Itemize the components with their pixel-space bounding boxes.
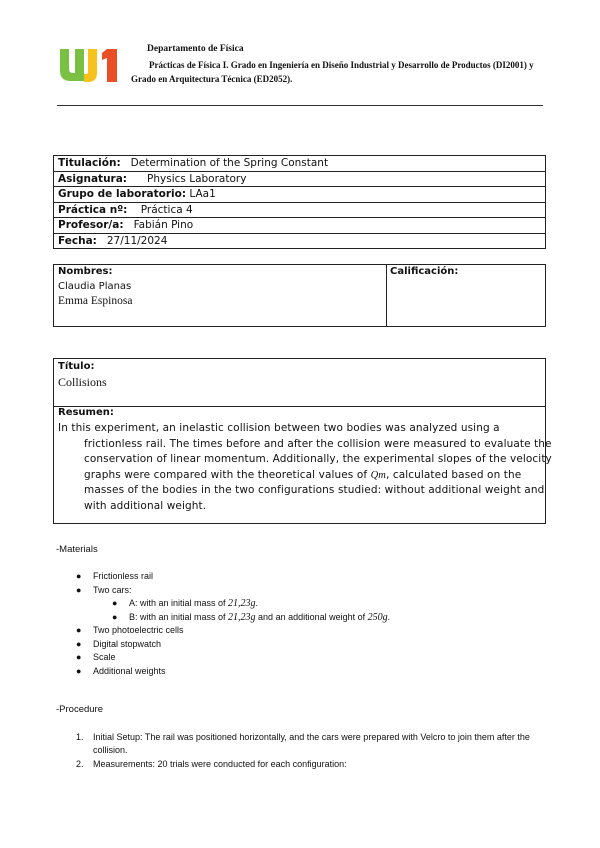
material-subitem-b: B: with an initial mass of 21,23g and an additional weight of 250g. bbox=[129, 611, 391, 623]
procedure-heading: -Procedure bbox=[56, 704, 103, 715]
list-item bbox=[76, 612, 496, 626]
summary-label: Resumen: bbox=[58, 407, 114, 418]
asignatura-value: Physics Laboratory bbox=[147, 172, 247, 185]
summary-text-part2: , calculated based on the masses of the bodies in the two configurations studied: without additional weight and with additional weight. bbox=[84, 468, 545, 512]
material-item: Frictionless rail bbox=[93, 571, 154, 581]
practica-value: Práctica 4 bbox=[140, 203, 193, 216]
material-item: Two photoelectric cells bbox=[93, 625, 184, 635]
list-item bbox=[76, 639, 496, 653]
step-text: Initial Setup: The rail was positioned horizontally, and the cars were prepared with Velcro to join them after the collision. bbox=[93, 732, 530, 755]
fecha-value: 27/11/2024 bbox=[106, 234, 168, 247]
step-number: 2. bbox=[76, 759, 84, 769]
material-item: Additional weights bbox=[93, 665, 166, 676]
table-row bbox=[54, 171, 546, 187]
bullet-icon: ● bbox=[76, 638, 82, 649]
uji-logo-graphic bbox=[58, 46, 130, 82]
table-row bbox=[54, 187, 546, 203]
title-value: Collisions bbox=[58, 375, 107, 389]
list-item bbox=[76, 731, 536, 757]
table-row bbox=[54, 218, 546, 234]
bullet-icon: ● bbox=[76, 652, 82, 662]
titulacion-label: Titulación: bbox=[58, 157, 121, 170]
material-subitem-a: A: with an initial mass of 21,23g. bbox=[129, 598, 259, 609]
step-number: 1. bbox=[76, 732, 84, 742]
names-label: Nombres: bbox=[58, 266, 113, 277]
names-column bbox=[54, 265, 387, 326]
list-item bbox=[76, 598, 496, 612]
course-description: Prácticas de Física I. Grado en Ingeniería en Diseño Industrial y Desarrollo de Productos (DI2001) y Grado en Arquitectura Técnica (ED2052). bbox=[131, 60, 534, 84]
bullet-icon: ● bbox=[76, 665, 82, 676]
grupo-value: LAa1 bbox=[189, 188, 216, 201]
title-box bbox=[53, 358, 546, 407]
list-item bbox=[76, 625, 496, 639]
materials-list bbox=[76, 571, 496, 679]
grade-label: Calificación: bbox=[390, 266, 459, 277]
uji-logo bbox=[58, 46, 130, 82]
student-name-1: Claudia Planas bbox=[58, 281, 132, 292]
department-name: Departamento de Física bbox=[147, 44, 244, 54]
summary-box bbox=[53, 405, 552, 524]
profesor-label: Profesor/a: bbox=[58, 219, 124, 232]
table-row bbox=[54, 156, 546, 172]
bullet-icon: ● bbox=[112, 611, 118, 622]
profesor-value: Fabián Pino bbox=[133, 219, 194, 232]
names-box bbox=[53, 264, 546, 327]
material-item: Scale bbox=[93, 652, 116, 662]
titulacion-value: Determination of the Spring Constant bbox=[130, 157, 329, 170]
procedure-list bbox=[76, 731, 536, 771]
bullet-icon: ● bbox=[76, 625, 82, 635]
summary-text-part1: In this experiment, an inelastic collision between two bodies was analyzed using a frictionless rail. The times before and after the collision were measured to evaluate the conservation of linear momentum. Additionally, the experimental slopes of the velocity graphs were compared with the theoretical values of bbox=[58, 422, 552, 481]
grupo-label: Grupo de laboratorio: bbox=[58, 188, 187, 201]
practica-label: Práctica nº: bbox=[58, 203, 128, 216]
table-row bbox=[54, 233, 546, 249]
bullet-icon: ● bbox=[112, 598, 118, 608]
list-item bbox=[76, 571, 496, 585]
table-row bbox=[54, 202, 546, 218]
material-item: Digital stopwatch bbox=[93, 638, 162, 649]
asignatura-label: Asignatura: bbox=[58, 172, 128, 185]
grade-column bbox=[387, 265, 545, 326]
student-name-2: Emma Espinosa bbox=[58, 295, 133, 307]
list-item bbox=[76, 758, 536, 771]
summary-text bbox=[58, 421, 560, 514]
title-label: Título: bbox=[58, 361, 95, 372]
list-item bbox=[76, 666, 496, 680]
bullet-icon: ● bbox=[76, 584, 82, 595]
qm-symbol: Qm bbox=[370, 469, 386, 481]
materials-heading: -Materials bbox=[56, 544, 98, 555]
material-item: Two cars: bbox=[93, 584, 132, 595]
fecha-label: Fecha: bbox=[58, 234, 97, 247]
header-divider bbox=[57, 105, 543, 106]
list-item bbox=[76, 652, 496, 666]
info-table bbox=[53, 155, 546, 249]
list-item bbox=[76, 585, 496, 599]
step-text: Measurements: 20 trials were conducted for each configuration: bbox=[93, 759, 347, 769]
bullet-icon: ● bbox=[76, 571, 82, 581]
